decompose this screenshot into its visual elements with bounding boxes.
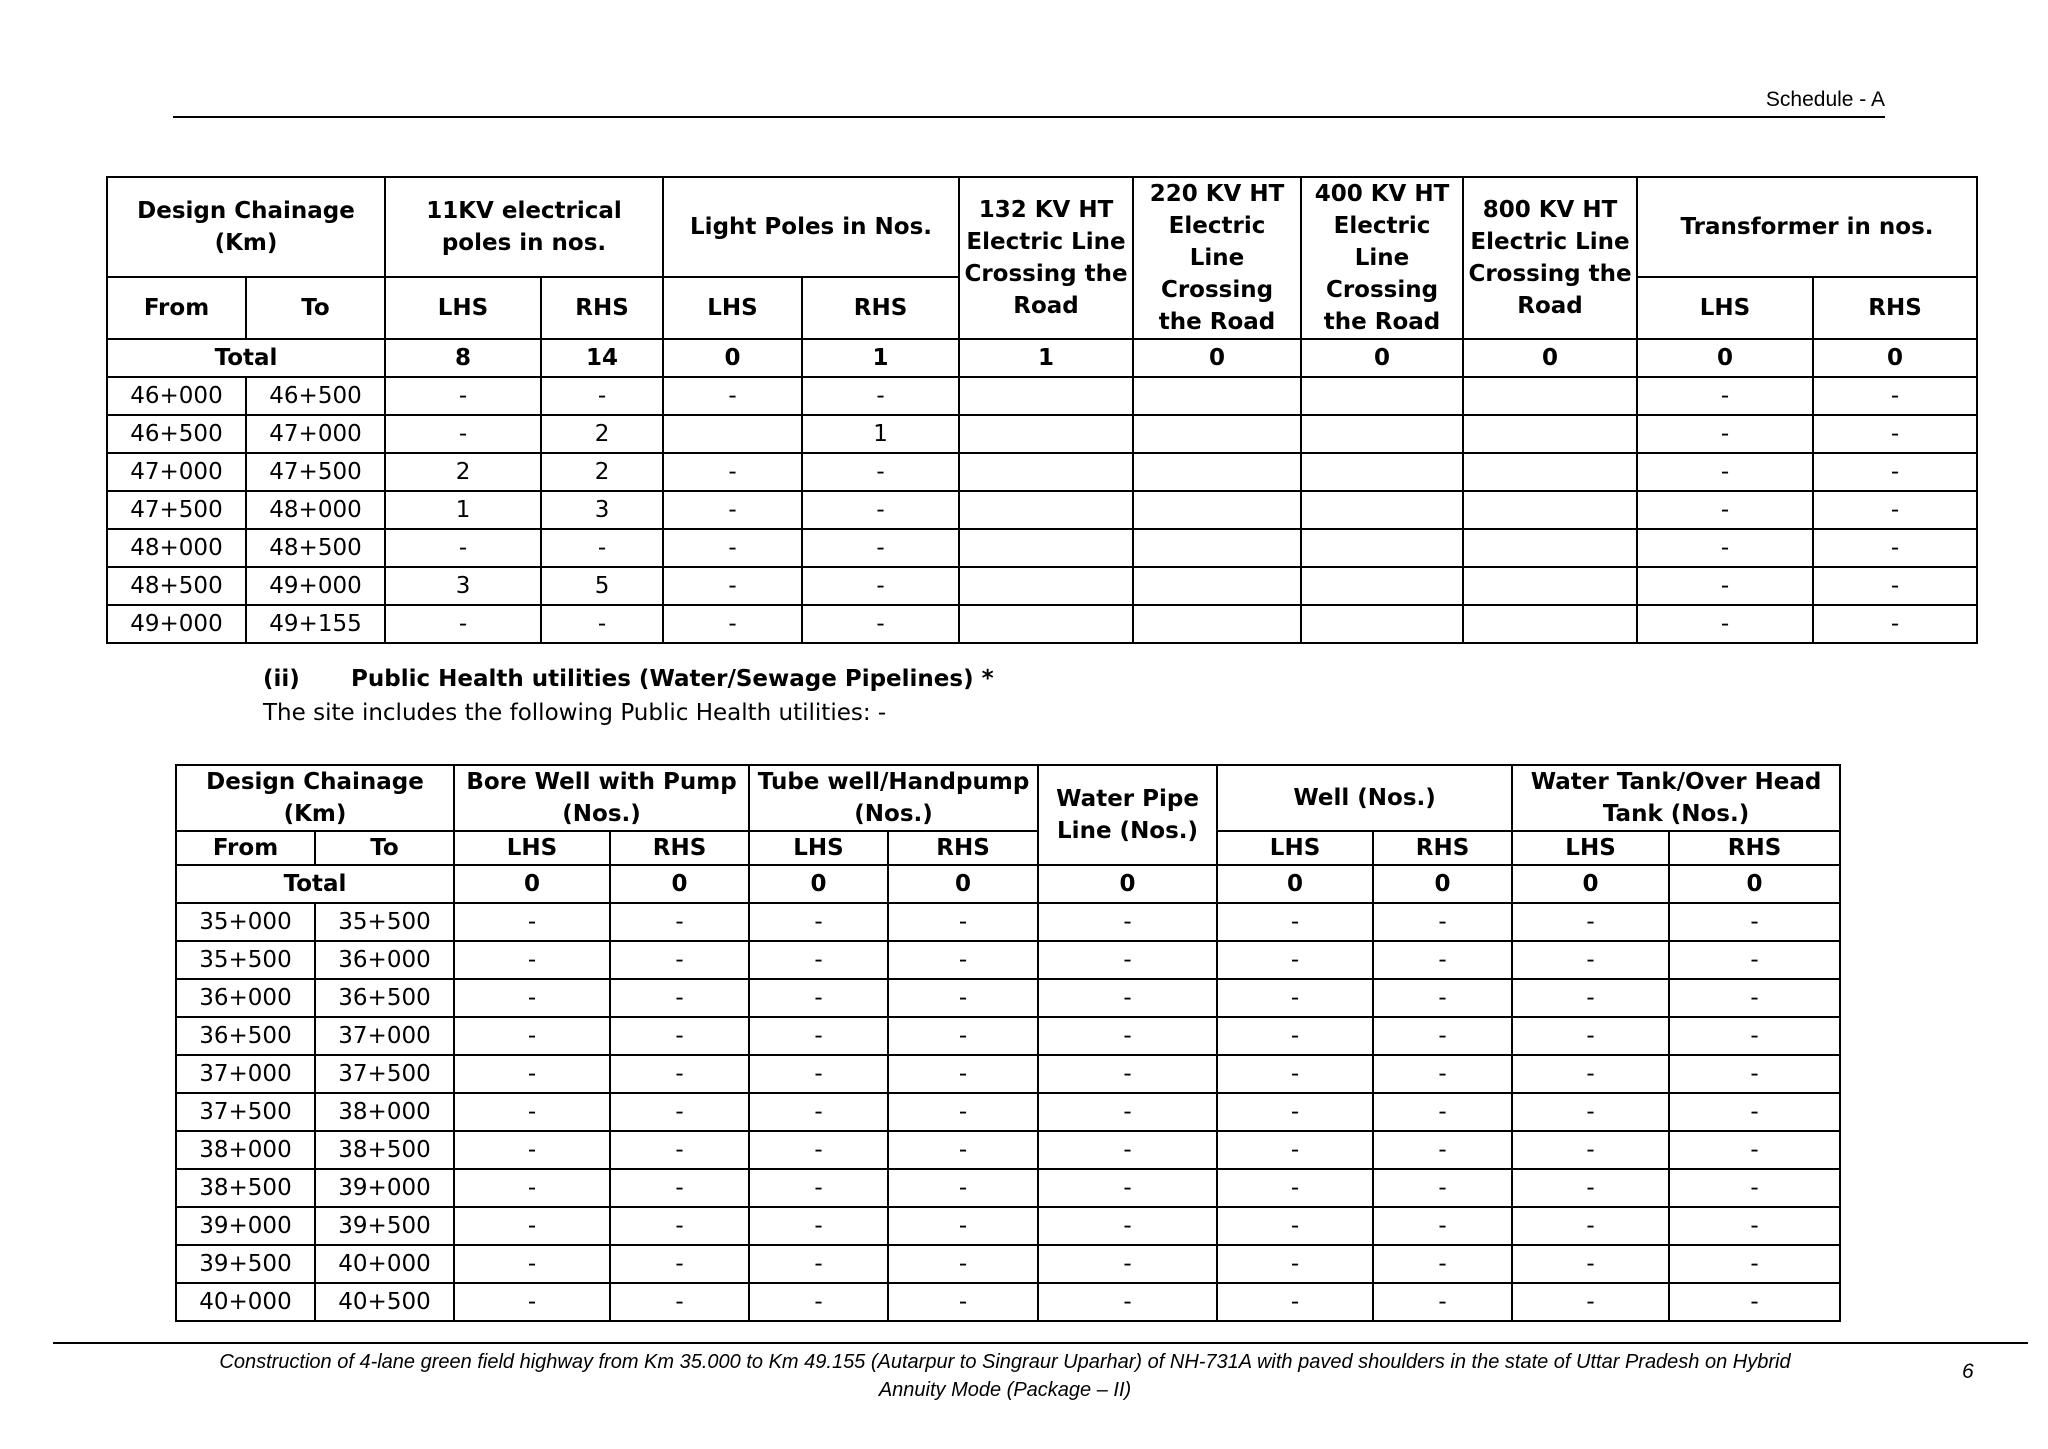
section-number: (ii) (263, 666, 300, 692)
table-row (176, 1169, 1840, 1207)
table-cell: - (802, 605, 959, 643)
total-cell: 0 (1813, 339, 1977, 377)
table-cell: - (454, 1245, 610, 1283)
table-cell: - (1512, 1169, 1669, 1207)
table-cell: 35+500 (315, 903, 454, 941)
table-row (176, 941, 1840, 979)
table-cell: 49+000 (246, 567, 385, 605)
table-cell: 40+500 (315, 1283, 454, 1321)
table-cell (1463, 605, 1637, 643)
table-cell: - (888, 1017, 1038, 1055)
table-cell: 35+500 (176, 941, 315, 979)
electrical-utilities-table (106, 176, 1978, 644)
table-cell: - (454, 903, 610, 941)
table-cell: - (888, 903, 1038, 941)
header-light-lhs: LHS (663, 277, 802, 339)
table-cell (1301, 377, 1463, 415)
table-cell: - (610, 1207, 749, 1245)
table-cell: 2 (541, 453, 663, 491)
table-cell: - (1669, 1207, 1840, 1245)
table-cell (959, 377, 1133, 415)
table-cell: - (888, 1169, 1038, 1207)
table-cell (959, 453, 1133, 491)
table-cell: - (610, 1093, 749, 1131)
table-cell: - (888, 1131, 1038, 1169)
table-cell: - (1669, 1283, 1840, 1321)
header-11kv-poles: 11KV electrical poles in nos. (385, 177, 663, 277)
table-cell: - (1813, 567, 1977, 605)
table-cell: - (1038, 1207, 1217, 1245)
header-transformer-rhs: RHS (1813, 277, 1977, 339)
table-cell: - (1813, 377, 1977, 415)
table-cell: 48+500 (107, 567, 246, 605)
table-cell (1301, 453, 1463, 491)
total-cell: 0 (1133, 339, 1301, 377)
header-400kv: 400 KV HT Electric Line Crossing the Road (1301, 177, 1463, 339)
table-cell (1133, 605, 1301, 643)
table-cell: - (1038, 979, 1217, 1017)
header-tube-well: Tube well/Handpump (Nos.) (749, 765, 1038, 831)
table-cell: - (1038, 1131, 1217, 1169)
total-row (107, 339, 1977, 377)
table-cell (1301, 491, 1463, 529)
table-cell: - (1512, 941, 1669, 979)
table-cell: - (1038, 941, 1217, 979)
table-cell: 38+500 (176, 1169, 315, 1207)
table-row (176, 1131, 1840, 1169)
header-poles-rhs: RHS (541, 277, 663, 339)
table-cell: 38+500 (315, 1131, 454, 1169)
table-cell: 47+500 (107, 491, 246, 529)
table-cell: - (1373, 903, 1512, 941)
table-cell: - (749, 941, 888, 979)
table-cell: 48+000 (246, 491, 385, 529)
table-cell: - (888, 941, 1038, 979)
table-cell: - (1637, 491, 1813, 529)
table-cell: - (1217, 941, 1373, 979)
header-132kv: 132 KV HT Electric Line Crossing the Road (959, 177, 1133, 339)
table-row (176, 903, 1840, 941)
table-cell: - (1373, 1169, 1512, 1207)
table-cell: - (888, 1283, 1038, 1321)
table-cell (1133, 453, 1301, 491)
table-cell: 5 (541, 567, 663, 605)
table-cell (959, 415, 1133, 453)
table-cell: - (1669, 1169, 1840, 1207)
table-cell: 36+000 (315, 941, 454, 979)
table-cell: - (1038, 1169, 1217, 1207)
table-cell: - (1373, 1055, 1512, 1093)
table-cell: - (1373, 1245, 1512, 1283)
table-cell: 40+000 (315, 1245, 454, 1283)
total-cell: 0 (1512, 865, 1669, 903)
total-label: Total (176, 865, 454, 903)
table-cell: - (610, 903, 749, 941)
header-light-poles: Light Poles in Nos. (663, 177, 959, 277)
table-cell (663, 415, 802, 453)
total-cell: 0 (1637, 339, 1813, 377)
table-cell (1133, 491, 1301, 529)
header-well-lhs: LHS (1217, 831, 1373, 865)
table-cell: - (541, 377, 663, 415)
table-cell (1133, 377, 1301, 415)
table-cell: - (1038, 1017, 1217, 1055)
header-from: From (107, 277, 246, 339)
table-cell: - (663, 377, 802, 415)
table-cell: 36+500 (176, 1017, 315, 1055)
header-water-pipe: Water Pipe Line (Nos.) (1038, 765, 1217, 865)
table-cell: - (610, 1017, 749, 1055)
table-cell: - (1373, 941, 1512, 979)
table-cell: 37+000 (315, 1017, 454, 1055)
table-cell: 49+155 (246, 605, 385, 643)
schedule-label: Schedule - A (1765, 88, 1885, 111)
table-cell: - (1217, 1169, 1373, 1207)
footer-line-2: Annuity Mode (Package – II) (878, 1379, 1132, 1401)
table-cell: - (1813, 491, 1977, 529)
header-bore-lhs: LHS (454, 831, 610, 865)
table-cell: 40+000 (176, 1283, 315, 1321)
table-cell: - (454, 1093, 610, 1131)
header-tube-rhs: RHS (888, 831, 1038, 865)
header-design-chainage: Design Chainage (Km) (176, 765, 454, 831)
table-cell: - (1373, 1283, 1512, 1321)
total-cell: 0 (1217, 865, 1373, 903)
table-cell: - (749, 1169, 888, 1207)
table-row (176, 1283, 1840, 1321)
table-cell: - (888, 1055, 1038, 1093)
table-cell: - (1669, 941, 1840, 979)
table-cell (959, 605, 1133, 643)
table-cell: - (749, 1283, 888, 1321)
table-cell: - (385, 377, 541, 415)
section-title: Public Health utilities (Water/Sewage Pipelines) * (351, 666, 994, 692)
table-cell: 1 (802, 415, 959, 453)
section-description: The site includes the following Public Health utilities: - (263, 700, 887, 726)
header-to: To (315, 831, 454, 865)
table-cell: - (454, 941, 610, 979)
table-cell (1463, 491, 1637, 529)
table-cell: - (454, 1131, 610, 1169)
table-cell: 47+500 (246, 453, 385, 491)
table-cell: - (1512, 1283, 1669, 1321)
table-cell: - (1512, 1055, 1669, 1093)
header-transformer: Transformer in nos. (1637, 177, 1977, 277)
table-cell: - (454, 1207, 610, 1245)
table-cell: 35+000 (176, 903, 315, 941)
table-cell: - (749, 1017, 888, 1055)
total-cell: 14 (541, 339, 663, 377)
table-cell (1463, 415, 1637, 453)
table-cell: - (1512, 1017, 1669, 1055)
table-cell: - (1669, 979, 1840, 1017)
table-cell (1301, 415, 1463, 453)
table-row (107, 529, 1977, 567)
header-tube-lhs: LHS (749, 831, 888, 865)
table-cell: - (1373, 1017, 1512, 1055)
table-cell: - (610, 1169, 749, 1207)
table-cell (1463, 567, 1637, 605)
table-cell (1133, 567, 1301, 605)
table-cell: - (1038, 1283, 1217, 1321)
table-cell: - (749, 1093, 888, 1131)
table-cell: - (541, 529, 663, 567)
table-cell: 36+000 (176, 979, 315, 1017)
table-cell: - (1373, 1207, 1512, 1245)
table-cell: - (1038, 1093, 1217, 1131)
table-cell: 47+000 (246, 415, 385, 453)
total-cell: 1 (802, 339, 959, 377)
header-from: From (176, 831, 315, 865)
table-cell (959, 567, 1133, 605)
table-cell: - (749, 1245, 888, 1283)
table-cell: 3 (541, 491, 663, 529)
table-cell: - (1038, 1245, 1217, 1283)
table-row (176, 979, 1840, 1017)
table-cell: 38+000 (176, 1131, 315, 1169)
table-cell: - (1637, 377, 1813, 415)
total-label: Total (107, 339, 385, 377)
total-cell: 0 (663, 339, 802, 377)
table-row (176, 1055, 1840, 1093)
table-cell: 1 (385, 491, 541, 529)
table-cell: 48+000 (107, 529, 246, 567)
table-row (107, 567, 1977, 605)
table-row (107, 453, 1977, 491)
table-cell: 2 (541, 415, 663, 453)
table-cell (959, 491, 1133, 529)
table-cell: - (385, 529, 541, 567)
table-cell: - (888, 1207, 1038, 1245)
table-cell: - (749, 1131, 888, 1169)
table-cell: - (749, 1207, 888, 1245)
table-cell (1463, 529, 1637, 567)
table-cell: 2 (385, 453, 541, 491)
header-rule (173, 116, 1885, 118)
table-cell: - (541, 605, 663, 643)
table-cell: 49+000 (107, 605, 246, 643)
total-cell: 0 (888, 865, 1038, 903)
table-row (176, 1207, 1840, 1245)
table-cell: - (1217, 1093, 1373, 1131)
total-cell: 0 (749, 865, 888, 903)
page-number: 6 (1962, 1360, 1974, 1383)
header-well-rhs: RHS (1373, 831, 1512, 865)
table-cell: 46+500 (246, 377, 385, 415)
table-cell: - (1512, 1093, 1669, 1131)
table-cell (959, 529, 1133, 567)
header-tank-lhs: LHS (1512, 831, 1669, 865)
table-cell: - (1512, 1131, 1669, 1169)
public-health-utilities-table (175, 764, 1841, 1322)
header-bore-rhs: RHS (610, 831, 749, 865)
table-row (107, 605, 1977, 643)
table-cell: - (454, 1055, 610, 1093)
table-cell: - (888, 1093, 1038, 1131)
table-cell: - (1813, 415, 1977, 453)
total-cell: 0 (610, 865, 749, 903)
table-cell: - (1669, 1093, 1840, 1131)
table-cell: - (385, 415, 541, 453)
header-poles-lhs: LHS (385, 277, 541, 339)
table-cell: - (663, 491, 802, 529)
table-cell: - (1637, 567, 1813, 605)
table-row (107, 491, 1977, 529)
table-cell: - (749, 903, 888, 941)
table-cell: - (663, 605, 802, 643)
table-cell: - (1373, 1131, 1512, 1169)
table-cell (1301, 529, 1463, 567)
table-cell (1133, 415, 1301, 453)
table-cell: - (1669, 1055, 1840, 1093)
table-cell: - (610, 941, 749, 979)
table-cell: - (385, 605, 541, 643)
footer-rule (53, 1342, 2028, 1344)
table-cell: - (1217, 1055, 1373, 1093)
table-cell: - (1637, 415, 1813, 453)
table-cell (1463, 377, 1637, 415)
table-cell: - (749, 979, 888, 1017)
header-bore-well: Bore Well with Pump (Nos.) (454, 765, 749, 831)
header-light-rhs: RHS (802, 277, 959, 339)
total-cell: 0 (1038, 865, 1217, 903)
table-cell: - (610, 1245, 749, 1283)
table-row (176, 1245, 1840, 1283)
table-cell: 38+000 (315, 1093, 454, 1131)
table-row (107, 415, 1977, 453)
table-cell: - (454, 1017, 610, 1055)
table-cell: - (1813, 529, 1977, 567)
table-cell (1133, 529, 1301, 567)
footer-text (120, 1348, 1890, 1404)
table-cell: - (1637, 453, 1813, 491)
table-cell: - (610, 1055, 749, 1093)
table-cell: - (1038, 1055, 1217, 1093)
table-cell: - (1217, 1245, 1373, 1283)
table-cell: - (1512, 1207, 1669, 1245)
table-cell: 39+000 (176, 1207, 315, 1245)
table-cell: 39+000 (315, 1169, 454, 1207)
header-transformer-lhs: LHS (1637, 277, 1813, 339)
table-cell: - (454, 979, 610, 1017)
table-cell: - (802, 529, 959, 567)
total-cell: 0 (1301, 339, 1463, 377)
table-cell: - (610, 1131, 749, 1169)
total-cell: 8 (385, 339, 541, 377)
table-cell (1301, 567, 1463, 605)
total-cell: 1 (959, 339, 1133, 377)
table-cell: - (1217, 1131, 1373, 1169)
footer-line-1: Construction of 4-lane green field highway from Km 35.000 to Km 49.155 (Autarpur to Singraur Uparhar) of NH-731A with paved shoulders in the state of Uttar Pradesh on Hybrid (219, 1351, 1791, 1373)
table-cell: 46+500 (107, 415, 246, 453)
section-ii-heading (263, 666, 994, 692)
table-cell: 36+500 (315, 979, 454, 1017)
table-cell: - (1512, 903, 1669, 941)
table-cell: - (1217, 1207, 1373, 1245)
table-cell: - (749, 1055, 888, 1093)
table-cell: 48+500 (246, 529, 385, 567)
table-cell: - (1669, 1245, 1840, 1283)
table-cell: - (1669, 1017, 1840, 1055)
table-cell: - (1669, 1131, 1840, 1169)
table-cell: - (1512, 979, 1669, 1017)
table-cell: - (1512, 1245, 1669, 1283)
total-row (176, 865, 1840, 903)
table-cell: - (1373, 1093, 1512, 1131)
table-cell: - (1217, 1017, 1373, 1055)
table-cell: - (663, 529, 802, 567)
table-cell: - (1637, 529, 1813, 567)
table-cell: - (1669, 903, 1840, 941)
table-cell: 37+000 (176, 1055, 315, 1093)
table-cell: - (1217, 979, 1373, 1017)
table-cell: - (1217, 903, 1373, 941)
table-row (176, 1093, 1840, 1131)
table-cell: - (802, 453, 959, 491)
table-cell: - (610, 979, 749, 1017)
total-cell: 0 (1373, 865, 1512, 903)
table-cell: 39+500 (315, 1207, 454, 1245)
total-cell: 0 (1463, 339, 1637, 377)
table-cell: - (663, 567, 802, 605)
header-800kv: 800 KV HT Electric Line Crossing the Road (1463, 177, 1637, 339)
total-cell: 0 (454, 865, 610, 903)
table-cell: - (663, 453, 802, 491)
table-cell: - (1813, 453, 1977, 491)
table-cell: - (1217, 1283, 1373, 1321)
table-cell: 39+500 (176, 1245, 315, 1283)
table-cell: - (1813, 605, 1977, 643)
header-tank-rhs: RHS (1669, 831, 1840, 865)
table-cell (1301, 605, 1463, 643)
table-cell: 3 (385, 567, 541, 605)
total-cell: 0 (1669, 865, 1840, 903)
table-cell: - (802, 491, 959, 529)
header-water-tank: Water Tank/Over Head Tank (Nos.) (1512, 765, 1840, 831)
table-cell: - (1038, 903, 1217, 941)
table-cell: - (1373, 979, 1512, 1017)
table-cell: 46+000 (107, 377, 246, 415)
table-row (176, 1017, 1840, 1055)
table-cell: - (888, 1245, 1038, 1283)
table-cell: - (454, 1283, 610, 1321)
header-well: Well (Nos.) (1217, 765, 1512, 831)
table-cell: - (454, 1169, 610, 1207)
table-cell: - (888, 979, 1038, 1017)
table-cell: - (1637, 605, 1813, 643)
table-cell: - (802, 377, 959, 415)
table-cell (1463, 453, 1637, 491)
header-design-chainage: Design Chainage (Km) (107, 177, 385, 277)
table-cell: 37+500 (315, 1055, 454, 1093)
header-220kv: 220 KV HT Electric Line Crossing the Road (1133, 177, 1301, 339)
table-cell: 37+500 (176, 1093, 315, 1131)
header-to: To (246, 277, 385, 339)
table-cell: 47+000 (107, 453, 246, 491)
table-cell: - (802, 567, 959, 605)
table-row (107, 377, 1977, 415)
table-cell: - (610, 1283, 749, 1321)
